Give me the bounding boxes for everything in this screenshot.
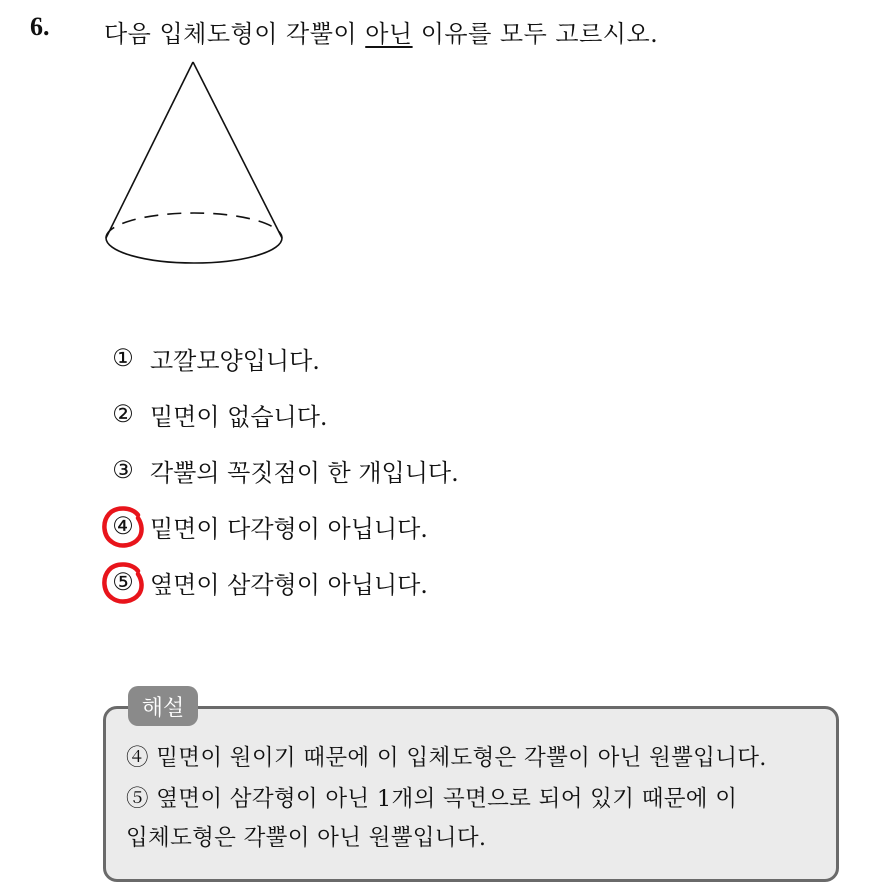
cone-left-edge — [106, 62, 193, 238]
question-text-before: 다음 입체도형이 각뿔이 — [104, 20, 366, 48]
question-number: 6. — [30, 12, 50, 41]
choice-5[interactable] — [108, 564, 428, 600]
choice-text: 밑면이 다각형이 아닙니다. — [150, 514, 428, 543]
cone-right-edge — [193, 62, 282, 238]
choice-text: 고깔모양입니다. — [150, 346, 320, 375]
choice-number: ④ — [112, 512, 134, 540]
question-text-after: 이유를 모두 고르시오. — [412, 20, 659, 48]
choice-4[interactable] — [108, 508, 428, 544]
choice-1[interactable] — [108, 340, 320, 376]
cone-base-visible-edge — [106, 238, 282, 263]
cone-base-hidden-edge — [106, 213, 282, 238]
choice-2[interactable] — [108, 396, 328, 432]
cone-figure — [96, 56, 296, 286]
choice-3[interactable] — [108, 452, 459, 488]
explanation-line-2: ⑤ 옆면이 삼각형이 아닌 1개의 곡면으로 되어 있기 때문에 이 — [126, 786, 738, 812]
choice-number: ② — [112, 400, 134, 428]
explanation-label: 해설 — [128, 686, 198, 726]
question-text-underlined: 아닌 — [365, 20, 413, 48]
explanation-line-3: 입체도형은 각뿔이 아닌 원뿔입니다. — [126, 825, 487, 851]
choice-text: 밑면이 없습니다. — [150, 402, 328, 431]
choice-text: 각뿔의 꼭짓점이 한 개입니다. — [150, 458, 459, 487]
choice-number: ⑤ — [112, 568, 134, 596]
question-text — [104, 14, 658, 49]
choice-number: ③ — [112, 456, 134, 484]
explanation-line-1: ④ 밑면이 원이기 때문에 이 입체도형은 각뿔이 아닌 원뿔입니다. — [126, 745, 767, 771]
choice-number: ① — [112, 344, 134, 372]
choice-text: 옆면이 삼각형이 아닙니다. — [150, 570, 428, 599]
